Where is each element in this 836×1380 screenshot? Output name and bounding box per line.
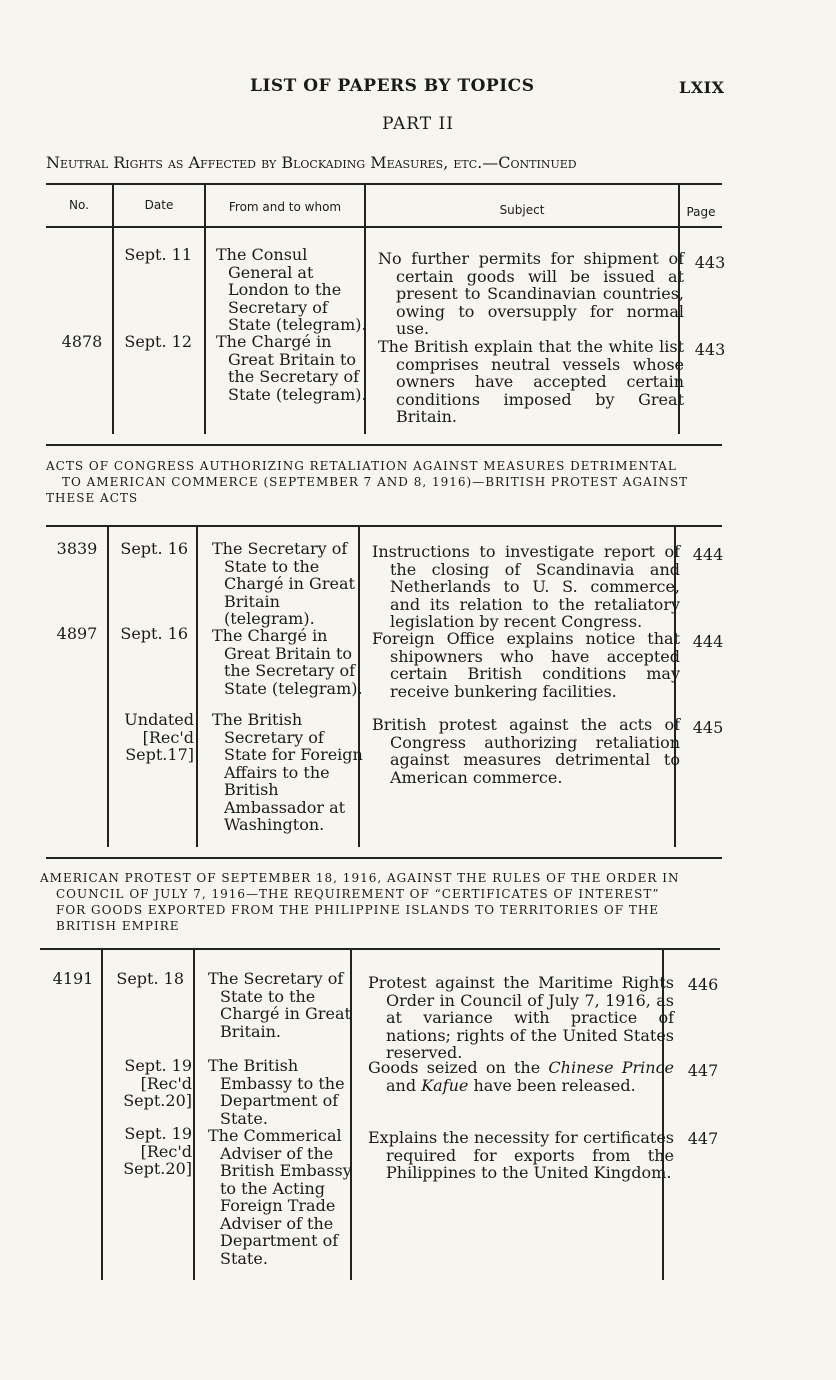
group-heading-line: FOR GOODS EXPORTED FROM THE PHILIPPINE ISLANDS TO TERRITORIES OF THE — [56, 903, 660, 917]
row-subject: The British explain that the white list comprises neutral vessels whose owners have accepted certain conditions imposed by Great Britain. — [378, 337, 684, 426]
row-subject: Foreign Office explains notice that shipowners who have accepted certain British conditions may receive bunkering facilities. — [372, 629, 680, 701]
row-page: 446 — [687, 975, 719, 994]
column-divider — [204, 185, 206, 434]
column-header-subject: Subject — [499, 203, 545, 217]
row-subject: No further permits for shipment of certain goods will be issued at present to Scandinavian countries, owing to oversupply for normal use. — [378, 249, 684, 338]
ship-name: Chinese Prince — [548, 1058, 675, 1077]
column-divider — [101, 950, 103, 1280]
table-top-rule — [46, 525, 722, 527]
table-bottom-rule — [46, 857, 722, 859]
row-number: 3839 — [56, 539, 98, 558]
row-from-to: The British Secretary of State for Foreign Affairs to the British Ambassador at Washington. — [212, 710, 363, 834]
header-bottom-rule — [46, 226, 722, 228]
row-date: Sept. 18 — [116, 969, 184, 988]
column-header-page: Page — [686, 205, 716, 219]
row-page: 444 — [692, 632, 724, 651]
table-top-rule — [46, 183, 722, 185]
page-number: LXIX — [679, 78, 725, 97]
row-date: Undated [Rec'd Sept.17] — [124, 710, 194, 764]
row-subject: Explains the necessity for certificates required for exports from the Philippines to the United Kingdom. — [368, 1128, 674, 1182]
group-heading-line: AMERICAN PROTEST OF SEPTEMBER 18, 1916, AGAINST THE RULES OF THE ORDER IN — [40, 871, 680, 885]
row-date: Sept. 19 [Rec'd Sept.20] — [123, 1056, 192, 1110]
row-subject: Instructions to investigate report of the closing of Scandinavia and Netherlands to U. S. commerce, and its relation to the retaliatory legislation by recent Congress. — [372, 542, 680, 631]
group-heading — [46, 458, 736, 506]
row-date: Sept. 16 — [120, 539, 188, 558]
column-divider — [193, 950, 195, 1280]
row-date: Sept. 16 — [120, 624, 188, 643]
group-heading-line: TO AMERICAN COMMERCE (SEPTEMBER 7 AND 8, 1916)—BRITISH PROTEST AGAINST — [62, 475, 689, 489]
subject-text: Goods seized on the — [368, 1058, 541, 1077]
group-heading — [40, 870, 730, 934]
column-divider — [107, 527, 109, 847]
row-subject: British protest against the acts of Congress authorizing retaliation against measures detrimental to American commerce. — [372, 715, 680, 787]
group-heading-line: COUNCIL OF JULY 7, 1916—THE REQUIREMENT OF “CERTIFICATES OF INTEREST” — [56, 887, 660, 901]
row-from-to: The British Embassy to the Department of State. — [208, 1056, 345, 1128]
row-page: 443 — [694, 253, 726, 272]
subject-text: and — [386, 1075, 417, 1095]
row-from-to: The Commerical Adviser of the British Embassy to the Acting Foreign Trade Adviser of the Department of State. — [208, 1126, 352, 1268]
row-date: Sept. 19 [Rec'd Sept.20] — [123, 1124, 192, 1178]
row-from-to: The Secretary of State to the Chargé in Great Britain (telegram). — [212, 539, 355, 628]
column-header-no: No. — [69, 198, 89, 212]
row-page: 443 — [694, 340, 726, 359]
subject-text: have been released. — [473, 1075, 636, 1095]
ship-name: Kafue — [421, 1075, 469, 1095]
group-heading-line: ACTS OF CONGRESS AUTHORIZING RETALIATION AGAINST MEASURES DETRIMENTAL — [46, 459, 677, 473]
column-divider — [196, 527, 198, 847]
group-heading-line: THESE ACTS — [46, 491, 139, 505]
row-number: 4878 — [61, 332, 103, 351]
row-date: Sept. 12 — [124, 332, 192, 351]
column-divider — [112, 185, 114, 434]
column-header-from-to: From and to whom — [228, 200, 342, 214]
row-page: 447 — [687, 1129, 719, 1148]
row-page: 445 — [692, 718, 724, 737]
section-title: Neutral Rights as Affected by Blockading Measures, etc.—Continued — [46, 153, 577, 172]
row-from-to: The Chargé in Great Britain to the Secretary of State (telegram). — [216, 332, 367, 404]
column-header-date: Date — [144, 198, 174, 212]
row-number: 4191 — [52, 969, 94, 988]
running-title: LIST OF PAPERS BY TOPICS — [250, 76, 535, 96]
row-page: 444 — [692, 545, 724, 564]
row-date: Sept. 11 — [124, 245, 192, 264]
group-heading-line: BRITISH EMPIRE — [56, 919, 180, 933]
table-bottom-rule — [46, 444, 722, 446]
row-from-to: The Chargé in Great Britain to the Secretary of State (telegram). — [212, 626, 363, 698]
row-from-to: The Consul General at London to the Secretary of State (telegram). — [216, 245, 367, 334]
row-from-to: The Secretary of State to the Chargé in Great Britain. — [208, 969, 351, 1041]
row-subject: Protest against the Maritime Rights Order in Council of July 7, 1916, as at variance with practice of nations; rights of the United States reserved. — [368, 973, 674, 1062]
row-subject — [368, 1059, 674, 1094]
part-heading: PART II — [382, 114, 454, 134]
row-page: 447 — [687, 1061, 719, 1080]
row-number: 4897 — [56, 624, 98, 643]
table-top-rule — [40, 948, 720, 950]
